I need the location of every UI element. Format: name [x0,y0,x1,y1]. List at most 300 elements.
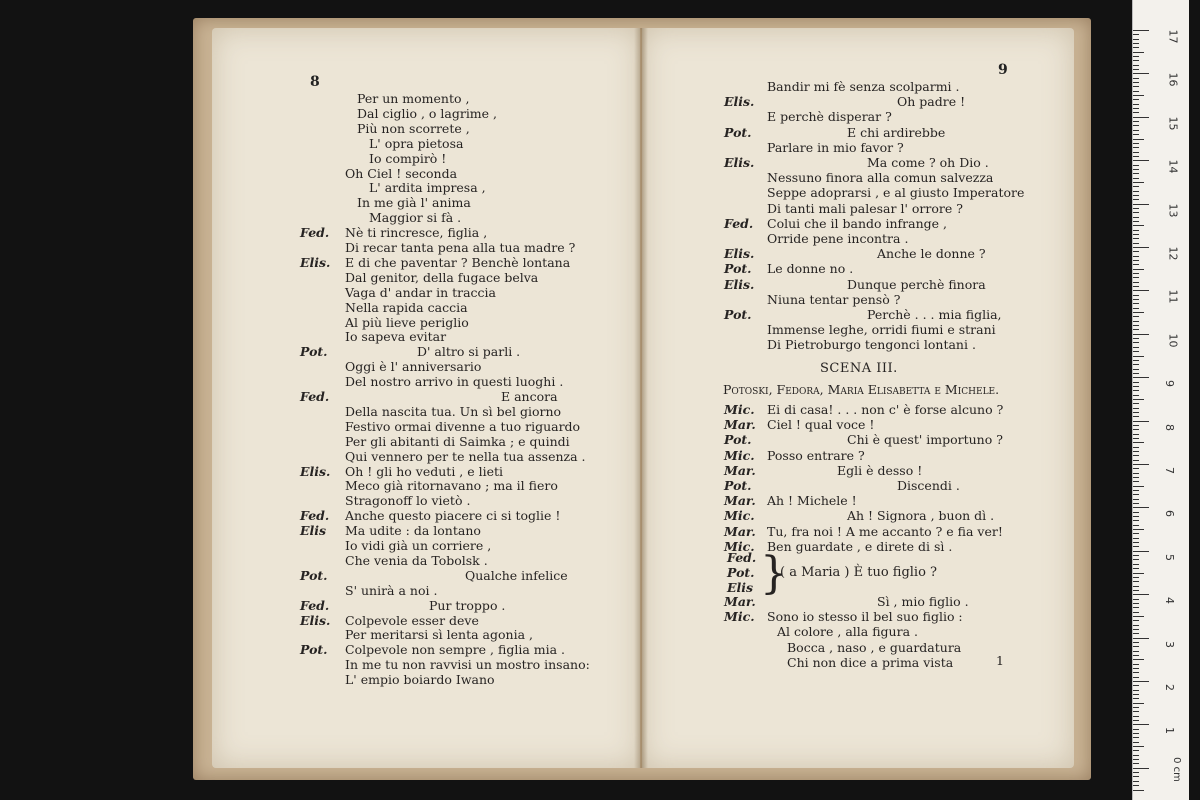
ruler-tick [1133,416,1139,417]
ruler-tick [1133,677,1139,678]
measuring-ruler [1132,0,1189,800]
verse-line: Qui vennero per te nella tua assenza . [345,448,586,464]
verse-line: E ancora [501,389,558,404]
ruler-tick [1133,212,1139,213]
ruler-tick [1133,694,1139,695]
verse-line: Al colore , alla figura . [777,624,918,640]
ruler-tick [1133,178,1139,179]
ruler-tick [1133,299,1139,300]
verse-line: Ah ! Signora , buon dì . [847,508,995,524]
ruler-tick [1133,646,1139,647]
ruler-tick [1133,395,1139,396]
ruler-tick [1133,264,1139,265]
ruler-tick [1133,464,1149,465]
ruler-number: 3 [1163,640,1176,648]
speaker-label: Fed. [300,508,330,524]
ruler-tick [1133,460,1139,461]
ruler-tick [1133,82,1139,83]
ruler-tick [1133,125,1139,126]
verse-line: Per un momento , [357,91,470,106]
ruler-tick [1133,403,1139,404]
left-page-number: 8 [310,74,320,90]
ruler-tick [1133,373,1139,374]
ruler-tick [1133,642,1139,643]
verse-line: L' empio boiardo Iwano [345,672,495,688]
book-gutter [634,28,648,768]
ruler-tick [1133,204,1149,205]
verse-line: Io compirò ! [369,150,447,166]
speaker-label: Pot. [300,642,328,658]
ruler-tick [1133,455,1139,456]
ruler-tick [1133,746,1144,747]
signature-mark: 1 [996,653,1004,668]
ruler-tick [1133,386,1139,387]
ruler-tick [1133,312,1144,313]
ruler-tick [1133,672,1139,673]
verse-line: Bandir mi fè senza scolparmi . [767,79,960,94]
right-page-number: 9 [998,62,1008,78]
ruler-tick [1133,143,1139,144]
ruler-tick [1133,56,1139,57]
ruler-tick [1133,733,1139,734]
ruler-tick [1133,729,1139,730]
ruler-tick [1133,442,1144,443]
ruler-tick [1133,234,1139,235]
verse-line: E di che paventar ? Benchè lontana [345,254,571,270]
ruler-tick [1133,134,1139,135]
ruler-tick [1133,638,1149,639]
ruler-tick [1133,277,1139,278]
verse-line: Parlare in mio favor ? [767,139,904,155]
ruler-tick [1133,586,1139,587]
ruler-tick [1133,269,1144,270]
ruler-number: 11 [1166,289,1180,304]
ruler-tick [1133,590,1139,591]
verse-line: Festivo ormai divenne a tuo riguardo [345,418,581,434]
ruler-tick [1133,225,1144,226]
ruler-tick [1133,698,1139,699]
speaker-label: Fed. [300,597,330,613]
ruler-tick [1133,195,1139,196]
ruler-tick [1133,338,1139,339]
ruler-tick [1133,147,1139,148]
ruler-number: 15 [1166,116,1180,131]
verse-line: Ben guardate , e direte di sì . [767,538,953,554]
ruler-tick [1133,165,1139,166]
ruler-tick [1133,720,1139,721]
ruler-tick [1133,438,1139,439]
ruler-tick [1133,781,1139,782]
ruler-tick [1133,434,1139,435]
group-line: ( a Maria ) È tuo figlio ? [780,565,938,580]
ruler-tick [1133,494,1139,495]
verse-line: Dunque perchè finora [847,276,986,292]
verse-line: Anche le donne ? [877,246,986,262]
group-speaker: Fed. [727,550,757,565]
ruler-number: 13 [1166,203,1180,218]
speaker-label: Fed. [724,215,754,231]
verse-line: Stragonoff lo vietò . [345,493,471,509]
ruler-tick [1133,412,1139,413]
verse-line: Chi non dice a prima vista [787,654,954,670]
ruler-number: 12 [1166,246,1180,261]
ruler-tick [1133,290,1149,291]
ruler-tick [1133,525,1139,526]
ruler-tick [1133,451,1139,452]
verse-line: Nella rapida caccia [345,299,468,315]
ruler-tick [1133,321,1139,322]
verse-line: Ei di casa! . . . non c' è forse alcuno ? [767,402,1004,417]
ruler-tick [1133,533,1139,534]
verse-line: Posso entrare ? [767,447,865,463]
ruler-tick [1133,30,1149,31]
ruler-tick [1133,724,1149,725]
ruler-number: 6 [1163,510,1176,518]
verse-line: Maggior si fà . [369,210,462,226]
ruler-tick [1133,499,1139,500]
verse-line: Chi è quest' importuno ? [847,432,1003,448]
verse-line: L' ardita impresa , [369,180,486,196]
ruler-tick [1133,690,1139,691]
ruler-tick [1133,516,1139,517]
ruler-tick [1133,625,1139,626]
speaker-label: Fed. [300,225,330,241]
ruler-tick [1133,208,1139,209]
ruler-number: 10 [1166,333,1180,348]
ruler-tick [1133,659,1144,660]
ruler-tick [1133,473,1139,474]
verse-line: Pur troppo . [429,597,506,613]
scene-heading: SCENA III. [820,361,898,376]
ruler-tick [1133,486,1144,487]
ruler-tick [1133,755,1139,756]
ruler-number: 5 [1163,553,1176,561]
ruler-tick [1133,316,1139,317]
verse-line: Della nascita tua. Un sì bel giorno [345,403,562,419]
ruler-tick [1133,620,1139,621]
verse-line: Ma udite : da lontano [345,523,481,539]
ruler-tick [1133,221,1139,222]
ruler-tick [1133,65,1139,66]
ruler-tick [1133,86,1139,87]
speaker-label: Fed. [300,389,330,404]
ruler-tick [1133,737,1139,738]
ruler-tick [1133,282,1139,283]
speaker-label: Mar. [724,594,756,609]
ruler-tick [1133,260,1139,261]
group-speaker: Pot. [727,565,755,580]
ruler-tick [1133,286,1139,287]
ruler-tick [1133,243,1139,244]
ruler-number: 1 [1163,727,1176,735]
ruler-tick [1133,759,1139,760]
ruler-tick [1133,447,1139,448]
ruler-tick [1133,230,1139,231]
verse-line: Ma come ? oh Dio . [867,155,989,170]
ruler-tick [1133,329,1139,330]
ruler-tick [1133,130,1139,131]
ruler-tick [1133,182,1144,183]
ruler-tick [1133,512,1139,513]
verse-line: Colpevole esser deve [345,612,479,628]
verse-line: Di tanti mali palesar l' orrore ? [767,200,963,216]
ruler-tick [1133,273,1139,274]
ruler-tick [1133,468,1139,469]
ruler-tick [1133,156,1139,157]
speaker-label: Pot. [300,567,328,583]
speaker-group-brace: } [760,548,788,599]
verse-line: Qualche infelice [465,567,568,583]
ruler-tick [1133,542,1139,543]
ruler-tick [1133,308,1139,309]
verse-line: Che venia da Tobolsk . [345,552,488,568]
speaker-label: Mar. [724,493,756,509]
ruler-tick [1133,191,1139,192]
ruler-tick [1133,664,1139,665]
cast-list: Potoski, Fedora, Maria Elisabetta e Michele. [723,382,1000,397]
ruler-tick [1133,334,1149,335]
verse-line: Dal genitor, della fugace belva [345,269,539,285]
ruler-tick [1133,607,1139,608]
ruler-tick [1133,772,1139,773]
verse-line: L' opra pietosa [369,135,464,151]
ruler-number: 16 [1166,72,1180,87]
speaker-label: Mar. [724,523,756,539]
ruler-unit: 0 cm [1170,757,1182,782]
ruler-tick [1133,599,1139,600]
ruler-tick [1133,633,1139,634]
ruler-tick [1133,303,1139,304]
speaker-label: Elis. [724,276,755,292]
verse-line: Per gli abitanti di Saimka ; e quindi [345,433,570,449]
speaker-label: Elis. [300,612,331,628]
verse-line: Bocca , naso , e guardatura [787,639,962,655]
ruler-tick [1133,108,1139,109]
verse-line: Colui che il bando infrange , [767,215,948,231]
ruler-tick [1133,529,1144,530]
verse-line: S' unirà a noi . [345,582,438,598]
ruler-tick [1133,742,1139,743]
speaker-label: Mar. [724,462,756,478]
speaker-label: Pot. [724,478,752,493]
verse-line: Io sapeva evitar [345,329,447,345]
group-speaker: Elis [727,580,754,595]
ruler-tick [1133,477,1139,478]
verse-line: Io vidi già un corriere , [345,538,492,553]
verse-line: Egli è desso ! [837,462,923,478]
verse-line: In me tu non ravvisi un mostro insano: [345,657,590,673]
verse-line: Discendi . [897,478,960,493]
ruler-tick [1133,776,1139,777]
ruler-tick [1133,121,1139,122]
ruler-tick [1133,490,1139,491]
ruler-tick [1133,685,1139,686]
verse-line: Colpevole non sempre , figlia mia . [345,642,566,658]
ruler-tick [1133,173,1139,174]
speaker-label: Elis [300,523,327,539]
ruler-tick [1133,546,1139,547]
ruler-tick [1133,520,1139,521]
speaker-label: Mic. [724,402,755,417]
ruler-tick [1133,39,1139,40]
verse-line: Oh padre ! [897,94,966,110]
ruler-tick [1133,629,1139,630]
ruler-tick [1133,651,1139,652]
ruler-tick [1133,152,1139,153]
ruler-number: 4 [1163,597,1176,605]
ruler-tick [1133,425,1139,426]
ruler-tick [1133,43,1139,44]
verse-line: Vaga d' andar in traccia [345,284,497,300]
speaker-label: Pot. [724,124,752,140]
ruler-tick [1133,559,1139,560]
ruler-tick [1133,785,1139,786]
ruler-number: 17 [1166,29,1180,44]
verse-line: Nè ti rincresce, figlia , [345,225,488,241]
ruler-tick [1133,768,1149,769]
verse-line: Sono io stesso il bel suo figlio : [767,609,963,625]
verse-line: Più non scorrete , [357,120,470,136]
ruler-tick [1133,603,1139,604]
ruler-tick [1133,503,1139,504]
ruler-tick [1133,538,1139,539]
ruler-tick [1133,99,1139,100]
verse-line: Oggi è l' anniversario [345,359,482,375]
verse-line: Di Pietroburgo tengonci lontani . [767,337,976,353]
ruler-tick [1133,551,1149,552]
ruler-tick [1133,112,1139,113]
speaker-label: Pot. [724,261,752,277]
verse-line: D' altro si parli . [417,344,521,360]
ruler-tick [1133,238,1139,239]
verse-line: E perchè disperar ? [767,109,892,125]
ruler-tick [1133,581,1139,582]
verse-line: Sì , mio figlio . [877,594,969,609]
ruler-tick [1133,421,1149,422]
ruler-tick [1133,247,1149,248]
ruler-tick [1133,34,1139,35]
speaker-label: Pot. [724,432,752,448]
verse-line: Per meritarsi sì lenta agonia , [345,627,533,643]
ruler-tick [1133,360,1139,361]
ruler-tick [1133,364,1139,365]
ruler-tick [1133,91,1139,92]
speaker-label: Elis. [724,94,755,110]
ruler-tick [1133,251,1139,252]
ruler-tick [1133,382,1139,383]
ruler-number: 7 [1163,467,1176,474]
ruler-tick [1133,716,1139,717]
ruler-tick [1133,104,1139,105]
verse-line: In me già l' anima [357,195,471,211]
speaker-label: Mic. [724,609,755,625]
verse-line: Oh ! gli ho veduti , e lieti [345,463,504,479]
ruler-tick [1133,199,1139,200]
speaker-label: Mar. [724,417,756,433]
ruler-tick [1133,47,1139,48]
ruler-tick [1133,295,1139,296]
verse-line: Oh Ciel ! seconda [345,165,458,181]
ruler-tick [1133,347,1139,348]
ruler-tick [1133,711,1139,712]
speaker-label: Mic. [724,447,755,463]
ruler-tick [1133,577,1139,578]
ruler-tick [1133,78,1139,79]
verse-line: Orride pene incontra . [767,231,909,246]
ruler-tick [1133,325,1139,326]
ruler-tick [1133,707,1139,708]
verse-line: Meco già ritornavano ; ma il fiero [345,478,558,494]
ruler-tick [1133,169,1139,170]
ruler-tick [1133,573,1144,574]
ruler-tick [1133,763,1139,764]
verse-line: Niuna tentar pensò ? [767,291,901,307]
ruler-tick [1133,369,1139,370]
ruler-tick [1133,73,1149,74]
ruler-number: 14 [1166,159,1180,174]
speaker-label: Pot. [724,307,752,322]
speaker-label: Elis. [300,463,331,479]
ruler-tick [1133,429,1139,430]
ruler-number: 8 [1163,423,1176,431]
ruler-tick [1133,681,1149,682]
speaker-label: Elis. [724,155,755,170]
ruler-tick [1133,655,1139,656]
ruler-tick [1133,60,1139,61]
ruler-tick [1133,408,1139,409]
ruler-tick [1133,160,1149,161]
speaker-label: Elis. [300,254,331,270]
ruler-tick [1133,564,1139,565]
verse-line: Al più lieve periglio [345,314,469,330]
ruler-tick [1133,217,1139,218]
ruler-tick [1133,390,1139,391]
ruler-tick [1133,186,1139,187]
ruler-tick [1133,668,1139,669]
ruler-tick [1133,256,1139,257]
verse-line: Anche questo piacere ci si toglie ! [345,508,561,524]
ruler-number: 2 [1163,684,1176,691]
verse-line: Di recar tanta pena alla tua madre ? [345,240,576,255]
speaker-label: Elis. [724,246,755,262]
ruler-tick [1133,507,1149,508]
verse-line: Seppe adoprarsi , e al giusto Imperatore [767,185,1025,201]
ruler-tick [1133,52,1144,53]
verse-line: E chi ardirebbe [847,124,946,140]
ruler-tick [1133,481,1139,482]
ruler-tick [1133,139,1144,140]
ruler-tick [1133,399,1144,400]
ruler-tick [1133,594,1149,595]
ruler-tick [1133,616,1144,617]
ruler-tick [1133,117,1149,118]
verse-line: Dal ciglio , o lagrime , [357,105,498,121]
ruler-tick [1133,356,1144,357]
ruler-tick [1133,351,1139,352]
ruler-tick [1133,555,1139,556]
verse-line: Le donne no . [767,261,854,277]
ruler-tick [1133,790,1144,791]
verse-line: Nessuno finora alla comun salvezza [767,170,994,186]
ruler-number: 9 [1163,380,1176,388]
speaker-label: Pot. [300,344,328,360]
verse-line: Perchè . . . mia figlia, [867,307,1002,322]
ruler-tick [1133,703,1144,704]
ruler-tick [1133,69,1139,70]
ruler-tick [1133,342,1139,343]
speaker-label: Mic. [724,508,755,524]
ruler-tick [1133,568,1139,569]
